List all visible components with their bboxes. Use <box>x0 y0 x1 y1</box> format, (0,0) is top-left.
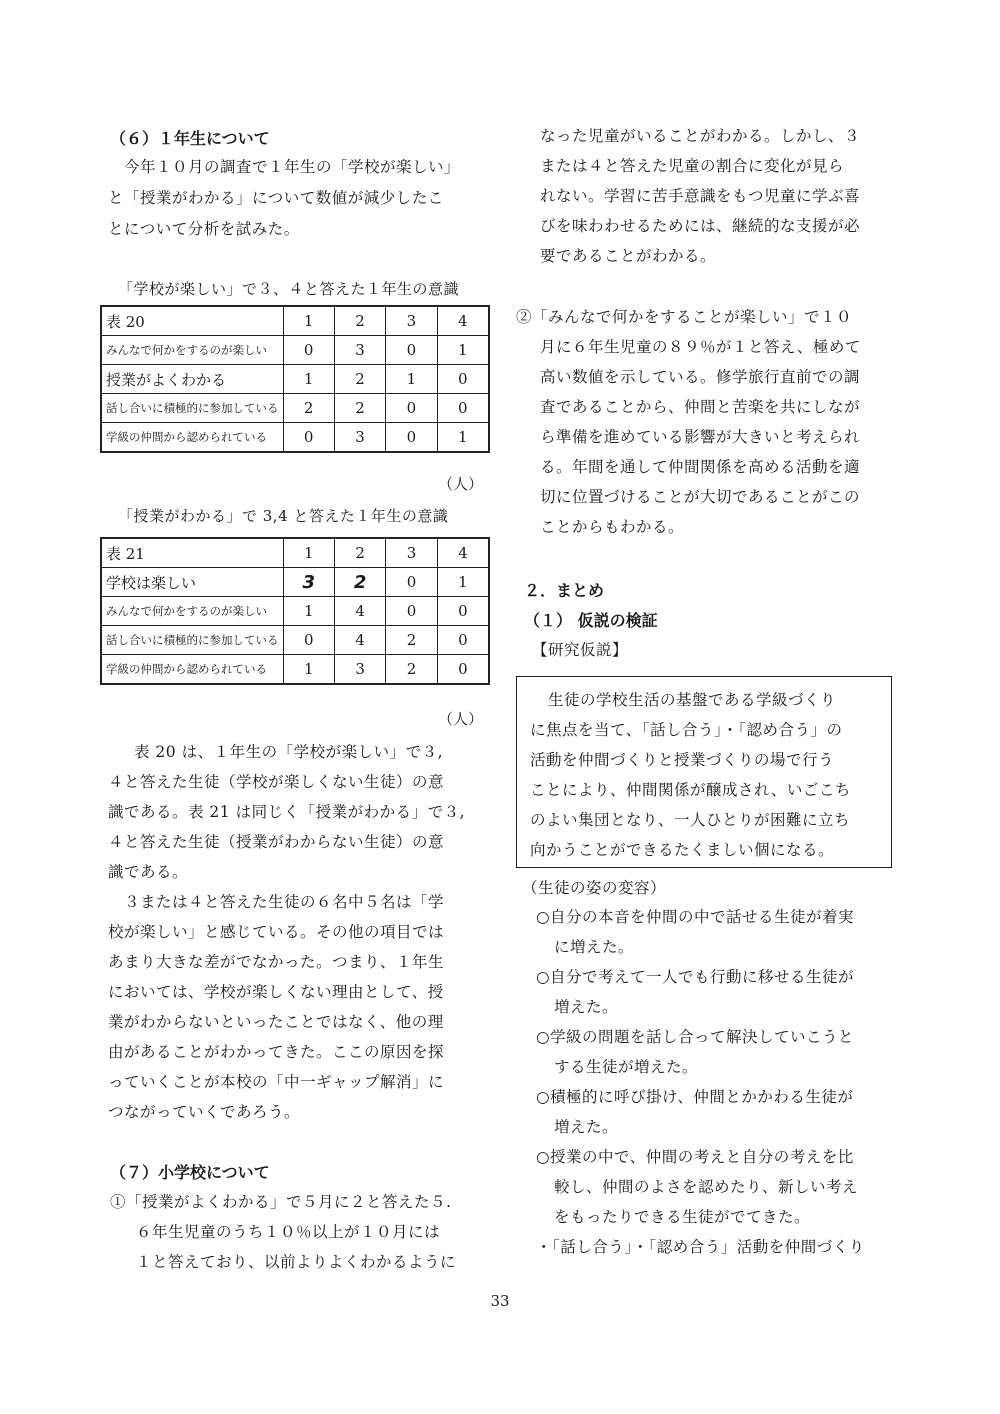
para2-line: 識である。表 21 は同じく「授業がわかる」で３, <box>108 803 466 821</box>
table-cell: 0 <box>437 626 489 655</box>
hypothesis-line: に焦点を当て、「話し合う」・「認め合う」の <box>530 721 843 739</box>
table-cell: 0 <box>283 336 334 365</box>
para1-line: とについて分析を試みた。 <box>108 220 300 238</box>
para1-line: 今年１０月の調査で１年生の「学校が楽しい」 <box>124 158 461 176</box>
table-cell: 0 <box>283 423 334 453</box>
cont1-line: びを味わわせるためには、継続的な支援が必 <box>540 217 861 235</box>
hypothesis-line: のよい集団となり、一人ひとりが困難に立ち <box>530 811 851 829</box>
item2-line: 高い数値を示している。修学旅行直前での調 <box>540 368 861 386</box>
table-cell: みんなで何かをするのが楽しい <box>101 597 283 626</box>
bullet-line: 増えた。 <box>554 1118 619 1136</box>
para3-line: 由があることがわかってきた。ここの原因を探 <box>108 1043 445 1061</box>
table-cell: 0 <box>386 597 437 626</box>
table-cell: 3 <box>283 568 334 597</box>
table-row <box>101 597 489 626</box>
table-cell: 1 <box>283 538 334 568</box>
table-cell: 2 <box>334 538 385 568</box>
bullet-line: 増えた。 <box>554 998 619 1016</box>
item2-line: ②「みんなで何かをすることが楽しい」で１０ <box>516 308 853 326</box>
subsection-1-heading: （１） 仮説の検証 <box>524 611 658 630</box>
item2-line: ことからもわかる。 <box>540 518 685 536</box>
item2-line: 切に位置づけることが大切であることがこの <box>540 488 861 506</box>
table-cell: 2 <box>334 568 385 597</box>
bullet-line: ○自分の本音を仲間の中で話せる生徒が着実 <box>536 908 855 926</box>
table-cell: 学級の仲間から認められている <box>101 423 283 453</box>
table-cell: 0 <box>386 568 437 597</box>
cont1-line: なった児童がいることがわかる。しかし、３ <box>540 127 861 145</box>
table-row <box>101 306 489 336</box>
bullet-line: ○学級の問題を話し合って解決していこうと <box>536 1028 855 1046</box>
table-cell: 0 <box>437 655 489 685</box>
table-cell: 1 <box>437 423 489 453</box>
item1-line: ６年生児童のうち１０％以上が１０月には <box>136 1223 441 1241</box>
table21-unit: （人） <box>438 710 484 728</box>
bullet-line: 較し、仲間のよさを認めたり、新しい考え <box>554 1178 859 1196</box>
table-row <box>101 394 489 423</box>
bullet-line: ○積極的に呼び掛け、仲間とかかわる生徒が <box>536 1088 854 1106</box>
table-cell: 1 <box>283 365 334 394</box>
item2-line: 査であることから、仲間と苦楽を共にしなが <box>540 398 861 416</box>
para2-line: 識である。 <box>108 863 189 881</box>
table-row <box>101 336 489 365</box>
hypothesis-line: 生徒の学校生活の基盤である学級づくり <box>548 691 837 709</box>
table-cell: 0 <box>437 597 489 626</box>
table-cell: 0 <box>386 336 437 365</box>
table-cell: 1 <box>386 365 437 394</box>
bullet-line: する生徒が増えた。 <box>554 1058 699 1076</box>
table-cell: 話し合いに積極的に参加している <box>101 394 283 423</box>
table-cell: 表 20 <box>101 306 283 336</box>
table-cell: 1 <box>283 597 334 626</box>
para3-line: っていくことが本校の「中一ギャップ解消」に <box>108 1073 445 1091</box>
hypothesis-line: ことにより、仲間関係が醸成され、いごこち <box>530 781 851 799</box>
para3-line: 校が楽しい」と感じている。その他の項目では <box>108 923 445 941</box>
para1-line: と「授業がわかる」について数値が減少したこ <box>108 189 444 207</box>
cont1-line: または４と答えた児童の割合に変化が見ら <box>540 157 845 175</box>
item2-line: る。年間を通して仲間関係を高める活動を適 <box>540 458 861 476</box>
table-cell: 3 <box>334 423 385 453</box>
table-cell: 0 <box>437 394 489 423</box>
table-20 <box>100 305 490 453</box>
bullet-line: ・「話し合う」・「認め合う」活動を仲間づくり <box>536 1238 865 1256</box>
table-cell: 3 <box>334 336 385 365</box>
table-cell: 学校は楽しい <box>101 568 283 597</box>
table-cell: 話し合いに積極的に参加している <box>101 626 283 655</box>
item1-line: １と答えており、以前よりよくわかるように <box>136 1253 457 1271</box>
bullet-line: ○自分で考えて一人でも行動に移せる生徒が <box>536 968 855 986</box>
change-label: （生徒の姿の変容） <box>522 879 667 897</box>
cont1-line: れない。学習に苦手意識をもつ児童に学ぶ喜 <box>540 187 861 205</box>
section-2-heading: ２．まとめ <box>524 581 605 600</box>
table-cell: 0 <box>437 365 489 394</box>
para3-line: ３または４と答えた生徒の６名中５名は「学 <box>124 893 445 911</box>
para3-line: においては、学校が楽しくない理由として、授 <box>108 983 444 1001</box>
table-cell: 2 <box>386 626 437 655</box>
table-cell: 4 <box>437 306 489 336</box>
table-cell: 2 <box>386 655 437 685</box>
para3-line: あまり大きな差がでなかった。つまり、１年生 <box>108 953 445 971</box>
item2-line: ら準備を進めている影響が大きいと考えられ <box>540 428 861 446</box>
table-cell: 授業がよくわかる <box>101 365 283 394</box>
table-cell: 3 <box>386 306 437 336</box>
bullet-line: ○授業の中で、仲間の考えと自分の考えを比 <box>536 1148 854 1166</box>
table-cell: 1 <box>283 655 334 685</box>
table-cell: 1 <box>437 568 489 597</box>
table-cell: 4 <box>334 597 385 626</box>
table-cell: 2 <box>334 365 385 394</box>
table-cell: 1 <box>283 306 334 336</box>
table20-caption: 「学校が楽しい」で３、４と答えた１年生の意識 <box>118 280 460 298</box>
table20-unit: （人） <box>438 475 484 493</box>
table-cell: 2 <box>334 394 385 423</box>
table-row <box>101 365 489 394</box>
hypothesis-label: 【研究仮説】 <box>532 641 629 659</box>
table-row <box>101 423 489 453</box>
para3-line: つながっていくであろう。 <box>108 1103 301 1121</box>
para3-line: 業がわからないといったことではなく、他の理 <box>108 1013 444 1031</box>
table-row <box>101 655 489 685</box>
table21-caption: 「授業がわかる」で 3,4 と答えた１年生の意識 <box>118 507 449 525</box>
table-row <box>101 538 489 568</box>
para2-line: ４と答えた生徒（学校が楽しくない生徒）の意 <box>108 773 445 791</box>
table-cell: 表 21 <box>101 538 283 568</box>
table-cell: 0 <box>283 626 334 655</box>
page-number: 33 <box>490 1292 510 1310</box>
item1-line: ①「授業がよくわかる」で５月に２と答えた５. <box>110 1193 452 1211</box>
table-cell: 2 <box>283 394 334 423</box>
table-cell: 0 <box>386 394 437 423</box>
hypothesis-line: 活動を仲間づくりと授業づくりの場で行う <box>530 751 835 769</box>
table-row <box>101 626 489 655</box>
bullet-line: をもったりできる生徒がでてきた。 <box>554 1208 811 1226</box>
hypothesis-line: 向かうことができるたくましい個になる。 <box>530 841 835 859</box>
table-cell: 3 <box>386 538 437 568</box>
table-row <box>101 568 489 597</box>
table-cell: 0 <box>386 423 437 453</box>
table-21 <box>100 537 490 685</box>
section-6-heading: （６）１年生について <box>110 129 270 148</box>
table-cell: 4 <box>437 538 489 568</box>
table-cell: みんなで何かをするのが楽しい <box>101 336 283 365</box>
para2-line: 表 20 は、１年生の「学校が楽しい」で３, <box>134 743 444 761</box>
section-7-heading: （７）小学校について <box>110 1163 270 1182</box>
table-cell: 3 <box>334 655 385 685</box>
cont1-line: 要であることがわかる。 <box>540 247 717 265</box>
table-cell: 学級の仲間から認められている <box>101 655 283 685</box>
table-cell: 4 <box>334 626 385 655</box>
item2-line: 月に６年生児童の８９％が１と答え、極めて <box>540 338 861 356</box>
para2-line: ４と答えた生徒（授業がわからない生徒）の意 <box>108 833 445 851</box>
table-cell: 2 <box>334 306 385 336</box>
table-cell: 1 <box>437 336 489 365</box>
bullet-line: に増えた。 <box>554 938 635 956</box>
